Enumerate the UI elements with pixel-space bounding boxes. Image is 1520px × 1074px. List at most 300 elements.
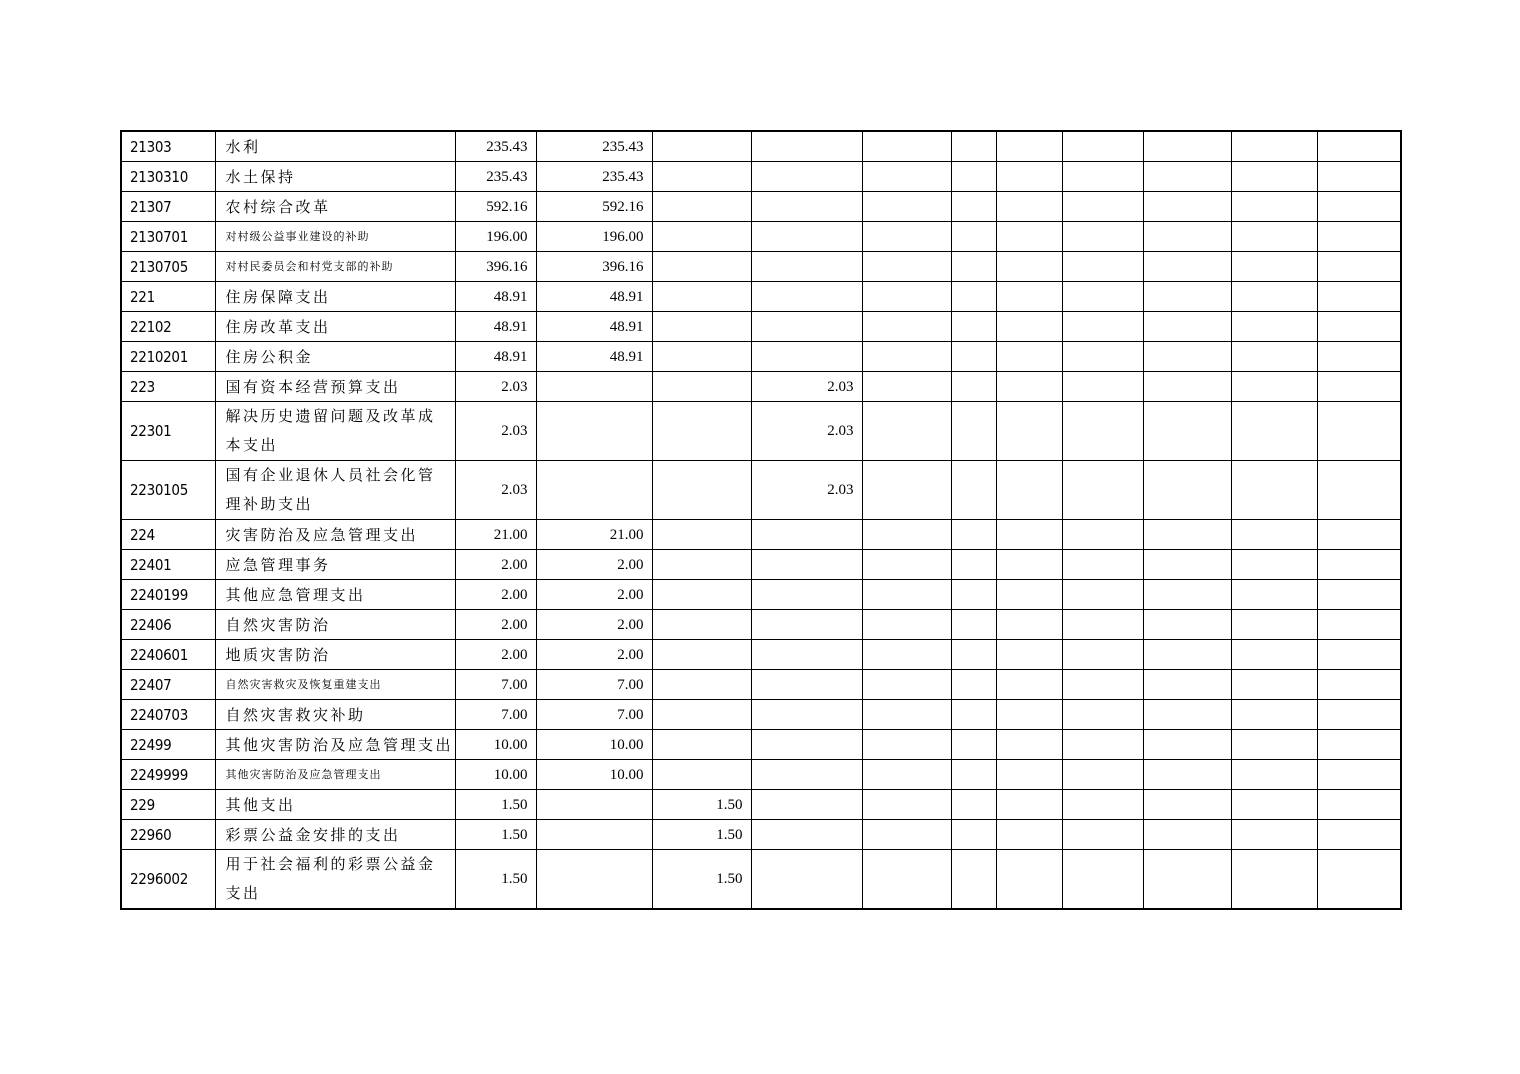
- table-row: [121, 222, 1401, 252]
- amount-cell-c1: 592.16: [455, 192, 536, 222]
- amount-cell-c2: [536, 790, 652, 820]
- amount-cell-c1: 10.00: [455, 760, 536, 790]
- subject-name-cell: 水土保持: [215, 162, 455, 192]
- empty-cell: [1062, 222, 1143, 252]
- amount-cell-c2: 7.00: [536, 700, 652, 730]
- empty-cell: [1062, 550, 1143, 580]
- empty-cell: [1143, 790, 1231, 820]
- empty-cell: [1231, 550, 1317, 580]
- amount-cell-c3: [652, 192, 751, 222]
- empty-cell: [862, 372, 951, 402]
- empty-cell: [996, 312, 1062, 342]
- amount-cell-c3: [652, 402, 751, 461]
- amount-cell-c4: [751, 670, 862, 700]
- empty-cell: [1062, 670, 1143, 700]
- empty-cell: [1317, 550, 1401, 580]
- amount-cell-c4: [751, 730, 862, 760]
- subject-code-cell: 2240601: [121, 640, 215, 670]
- empty-cell: [862, 610, 951, 640]
- subject-name-cell: 其他支出: [215, 790, 455, 820]
- empty-cell: [862, 760, 951, 790]
- empty-cell: [951, 192, 996, 222]
- amount-cell-c1: 235.43: [455, 131, 536, 162]
- table-row: [121, 700, 1401, 730]
- amount-cell-c3: [652, 580, 751, 610]
- empty-cell: [1317, 610, 1401, 640]
- empty-cell: [1231, 790, 1317, 820]
- amount-cell-c2: [536, 820, 652, 850]
- amount-cell-c1: 2.03: [455, 372, 536, 402]
- empty-cell: [1317, 461, 1401, 520]
- subject-name-cell: 国有企业退休人员社会化管理补助支出: [215, 461, 455, 520]
- subject-name-cell: 应急管理事务: [215, 550, 455, 580]
- empty-cell: [862, 162, 951, 192]
- amount-cell-c1: 7.00: [455, 700, 536, 730]
- empty-cell: [1231, 700, 1317, 730]
- empty-cell: [1143, 402, 1231, 461]
- amount-cell-c3: 1.50: [652, 790, 751, 820]
- empty-cell: [1317, 372, 1401, 402]
- empty-cell: [1143, 850, 1231, 910]
- empty-cell: [951, 402, 996, 461]
- empty-cell: [862, 282, 951, 312]
- amount-cell-c3: [652, 610, 751, 640]
- empty-cell: [1143, 640, 1231, 670]
- amount-cell-c3: [652, 640, 751, 670]
- table-row: [121, 760, 1401, 790]
- empty-cell: [1143, 760, 1231, 790]
- empty-cell: [1062, 700, 1143, 730]
- empty-cell: [1231, 670, 1317, 700]
- amount-cell-c4: [751, 760, 862, 790]
- empty-cell: [996, 790, 1062, 820]
- table-row: [121, 282, 1401, 312]
- empty-cell: [951, 162, 996, 192]
- empty-cell: [996, 640, 1062, 670]
- amount-cell-c4: 2.03: [751, 402, 862, 461]
- empty-cell: [862, 700, 951, 730]
- empty-cell: [862, 312, 951, 342]
- empty-cell: [1231, 760, 1317, 790]
- amount-cell-c2: [536, 402, 652, 461]
- empty-cell: [951, 760, 996, 790]
- amount-cell-c3: [652, 550, 751, 580]
- empty-cell: [862, 640, 951, 670]
- empty-cell: [996, 760, 1062, 790]
- amount-cell-c1: 2.00: [455, 640, 536, 670]
- table-body: [121, 131, 1401, 909]
- empty-cell: [1062, 790, 1143, 820]
- empty-cell: [1062, 820, 1143, 850]
- amount-cell-c3: [652, 252, 751, 282]
- empty-cell: [996, 282, 1062, 312]
- amount-cell-c1: 1.50: [455, 850, 536, 910]
- amount-cell-c3: [652, 730, 751, 760]
- empty-cell: [1317, 520, 1401, 550]
- empty-cell: [1317, 131, 1401, 162]
- empty-cell: [1062, 192, 1143, 222]
- empty-cell: [1317, 850, 1401, 910]
- empty-cell: [1143, 610, 1231, 640]
- amount-cell-c3: [652, 700, 751, 730]
- empty-cell: [1143, 550, 1231, 580]
- empty-cell: [1143, 461, 1231, 520]
- subject-code-cell: 223: [121, 372, 215, 402]
- empty-cell: [996, 550, 1062, 580]
- empty-cell: [1062, 850, 1143, 910]
- table-row: [121, 312, 1401, 342]
- amount-cell-c4: [751, 282, 862, 312]
- amount-cell-c2: [536, 850, 652, 910]
- empty-cell: [996, 820, 1062, 850]
- empty-cell: [1062, 520, 1143, 550]
- empty-cell: [951, 222, 996, 252]
- empty-cell: [1143, 730, 1231, 760]
- amount-cell-c4: [751, 700, 862, 730]
- empty-cell: [1062, 312, 1143, 342]
- empty-cell: [862, 402, 951, 461]
- amount-cell-c2: 2.00: [536, 550, 652, 580]
- table-row: [121, 520, 1401, 550]
- subject-code-cell: 22401: [121, 550, 215, 580]
- amount-cell-c1: 196.00: [455, 222, 536, 252]
- subject-name-cell: 其他灾害防治及应急管理支出: [215, 760, 455, 790]
- subject-code-cell: 2240199: [121, 580, 215, 610]
- amount-cell-c4: [751, 790, 862, 820]
- subject-code-cell: 2130701: [121, 222, 215, 252]
- amount-cell-c4: [751, 640, 862, 670]
- empty-cell: [996, 850, 1062, 910]
- empty-cell: [1062, 640, 1143, 670]
- empty-cell: [862, 730, 951, 760]
- subject-code-cell: 2130310: [121, 162, 215, 192]
- empty-cell: [862, 252, 951, 282]
- subject-name-cell: 灾害防治及应急管理支出: [215, 520, 455, 550]
- budget-expenditure-table: [120, 130, 1402, 910]
- empty-cell: [1317, 670, 1401, 700]
- empty-cell: [1143, 580, 1231, 610]
- empty-cell: [951, 670, 996, 700]
- empty-cell: [951, 550, 996, 580]
- empty-cell: [951, 850, 996, 910]
- amount-cell-c1: 2.00: [455, 610, 536, 640]
- amount-cell-c4: [751, 192, 862, 222]
- amount-cell-c2: 196.00: [536, 222, 652, 252]
- amount-cell-c4: [751, 252, 862, 282]
- amount-cell-c4: [751, 162, 862, 192]
- empty-cell: [951, 520, 996, 550]
- empty-cell: [1143, 372, 1231, 402]
- amount-cell-c4: [751, 580, 862, 610]
- empty-cell: [951, 790, 996, 820]
- empty-cell: [1143, 192, 1231, 222]
- empty-cell: [1317, 342, 1401, 372]
- empty-cell: [951, 640, 996, 670]
- subject-code-cell: 22499: [121, 730, 215, 760]
- amount-cell-c3: [652, 282, 751, 312]
- subject-code-cell: 2230105: [121, 461, 215, 520]
- empty-cell: [1317, 580, 1401, 610]
- empty-cell: [1062, 282, 1143, 312]
- empty-cell: [1062, 131, 1143, 162]
- amount-cell-c1: 10.00: [455, 730, 536, 760]
- empty-cell: [996, 670, 1062, 700]
- empty-cell: [1143, 131, 1231, 162]
- table-row: [121, 131, 1401, 162]
- amount-cell-c1: 48.91: [455, 312, 536, 342]
- amount-cell-c2: 10.00: [536, 730, 652, 760]
- empty-cell: [1062, 580, 1143, 610]
- empty-cell: [1231, 282, 1317, 312]
- empty-cell: [1062, 760, 1143, 790]
- empty-cell: [862, 192, 951, 222]
- empty-cell: [1231, 192, 1317, 222]
- empty-cell: [1062, 730, 1143, 760]
- subject-code-cell: 2249999: [121, 760, 215, 790]
- amount-cell-c1: 48.91: [455, 282, 536, 312]
- amount-cell-c1: 1.50: [455, 820, 536, 850]
- empty-cell: [996, 402, 1062, 461]
- amount-cell-c3: [652, 312, 751, 342]
- subject-code-cell: 22102: [121, 312, 215, 342]
- empty-cell: [1317, 252, 1401, 282]
- subject-name-cell: 国有资本经营预算支出: [215, 372, 455, 402]
- amount-cell-c3: [652, 372, 751, 402]
- amount-cell-c1: 2.00: [455, 580, 536, 610]
- empty-cell: [1317, 640, 1401, 670]
- empty-cell: [1062, 372, 1143, 402]
- amount-cell-c2: [536, 372, 652, 402]
- subject-code-cell: 2130705: [121, 252, 215, 282]
- empty-cell: [1143, 312, 1231, 342]
- empty-cell: [1317, 162, 1401, 192]
- empty-cell: [862, 342, 951, 372]
- amount-cell-c1: 2.03: [455, 402, 536, 461]
- subject-name-cell: 对村民委员会和村党支部的补助: [215, 252, 455, 282]
- table-row: [121, 820, 1401, 850]
- empty-cell: [951, 580, 996, 610]
- amount-cell-c2: 48.91: [536, 342, 652, 372]
- table-row: [121, 730, 1401, 760]
- empty-cell: [862, 580, 951, 610]
- empty-cell: [1231, 222, 1317, 252]
- table-row: [121, 550, 1401, 580]
- empty-cell: [996, 162, 1062, 192]
- amount-cell-c4: 2.03: [751, 372, 862, 402]
- amount-cell-c3: [652, 670, 751, 700]
- empty-cell: [951, 342, 996, 372]
- amount-cell-c4: [751, 131, 862, 162]
- empty-cell: [1317, 790, 1401, 820]
- empty-cell: [862, 670, 951, 700]
- table-row: [121, 372, 1401, 402]
- amount-cell-c2: 2.00: [536, 640, 652, 670]
- empty-cell: [1317, 192, 1401, 222]
- empty-cell: [996, 222, 1062, 252]
- empty-cell: [1317, 312, 1401, 342]
- empty-cell: [1317, 760, 1401, 790]
- empty-cell: [1062, 402, 1143, 461]
- subject-code-cell: 21307: [121, 192, 215, 222]
- empty-cell: [862, 850, 951, 910]
- amount-cell-c2: 235.43: [536, 162, 652, 192]
- amount-cell-c4: [751, 342, 862, 372]
- subject-code-cell: 2296002: [121, 850, 215, 910]
- amount-cell-c1: 48.91: [455, 342, 536, 372]
- amount-cell-c3: [652, 222, 751, 252]
- subject-name-cell: 彩票公益金安排的支出: [215, 820, 455, 850]
- amount-cell-c2: 7.00: [536, 670, 652, 700]
- table-row: [121, 342, 1401, 372]
- amount-cell-c2: 48.91: [536, 282, 652, 312]
- empty-cell: [862, 790, 951, 820]
- table-row: [121, 580, 1401, 610]
- empty-cell: [951, 820, 996, 850]
- amount-cell-c4: [751, 820, 862, 850]
- empty-cell: [1231, 402, 1317, 461]
- amount-cell-c4: [751, 312, 862, 342]
- empty-cell: [951, 282, 996, 312]
- amount-cell-c4: [751, 550, 862, 580]
- empty-cell: [862, 550, 951, 580]
- subject-code-cell: 221: [121, 282, 215, 312]
- empty-cell: [862, 222, 951, 252]
- subject-code-cell: 22960: [121, 820, 215, 850]
- amount-cell-c2: 21.00: [536, 520, 652, 550]
- empty-cell: [951, 372, 996, 402]
- amount-cell-c3: [652, 461, 751, 520]
- empty-cell: [996, 342, 1062, 372]
- amount-cell-c4: [751, 520, 862, 550]
- empty-cell: [1143, 282, 1231, 312]
- empty-cell: [862, 461, 951, 520]
- empty-cell: [1062, 162, 1143, 192]
- subject-code-cell: 22407: [121, 670, 215, 700]
- amount-cell-c4: [751, 850, 862, 910]
- empty-cell: [951, 700, 996, 730]
- empty-cell: [1143, 700, 1231, 730]
- amount-cell-c2: 235.43: [536, 131, 652, 162]
- subject-name-cell: 自然灾害救灾及恢复重建支出: [215, 670, 455, 700]
- amount-cell-c3: [652, 342, 751, 372]
- empty-cell: [1317, 700, 1401, 730]
- amount-cell-c3: 1.50: [652, 820, 751, 850]
- subject-name-cell: 水利: [215, 131, 455, 162]
- empty-cell: [996, 730, 1062, 760]
- empty-cell: [1231, 850, 1317, 910]
- empty-cell: [1062, 610, 1143, 640]
- table-row: [121, 640, 1401, 670]
- table-row: [121, 192, 1401, 222]
- empty-cell: [996, 580, 1062, 610]
- amount-cell-c3: [652, 131, 751, 162]
- amount-cell-c2: 592.16: [536, 192, 652, 222]
- empty-cell: [951, 610, 996, 640]
- empty-cell: [1317, 402, 1401, 461]
- subject-code-cell: 22301: [121, 402, 215, 461]
- table-row: [121, 790, 1401, 820]
- amount-cell-c4: [751, 610, 862, 640]
- amount-cell-c1: 2.00: [455, 550, 536, 580]
- empty-cell: [1317, 820, 1401, 850]
- amount-cell-c2: [536, 461, 652, 520]
- empty-cell: [996, 192, 1062, 222]
- amount-cell-c3: [652, 520, 751, 550]
- empty-cell: [1143, 252, 1231, 282]
- subject-name-cell: 解决历史遗留问题及改革成本支出: [215, 402, 455, 461]
- table-row: [121, 850, 1401, 910]
- amount-cell-c1: 1.50: [455, 790, 536, 820]
- empty-cell: [951, 730, 996, 760]
- empty-cell: [1231, 730, 1317, 760]
- empty-cell: [1317, 282, 1401, 312]
- empty-cell: [1231, 580, 1317, 610]
- empty-cell: [1231, 372, 1317, 402]
- empty-cell: [1062, 461, 1143, 520]
- empty-cell: [1231, 520, 1317, 550]
- empty-cell: [862, 131, 951, 162]
- empty-cell: [1143, 520, 1231, 550]
- empty-cell: [1231, 312, 1317, 342]
- empty-cell: [1231, 252, 1317, 282]
- subject-code-cell: 2240703: [121, 700, 215, 730]
- amount-cell-c3: 1.50: [652, 850, 751, 910]
- empty-cell: [951, 461, 996, 520]
- subject-name-cell: 住房改革支出: [215, 312, 455, 342]
- empty-cell: [1317, 730, 1401, 760]
- subject-code-cell: 229: [121, 790, 215, 820]
- subject-code-cell: 224: [121, 520, 215, 550]
- amount-cell-c2: 2.00: [536, 580, 652, 610]
- empty-cell: [996, 372, 1062, 402]
- subject-name-cell: 用于社会福利的彩票公益金支出: [215, 850, 455, 910]
- subject-code-cell: 22406: [121, 610, 215, 640]
- empty-cell: [1062, 252, 1143, 282]
- subject-code-cell: 21303: [121, 131, 215, 162]
- table-row: [121, 402, 1401, 461]
- empty-cell: [862, 520, 951, 550]
- empty-cell: [996, 700, 1062, 730]
- table-row: [121, 670, 1401, 700]
- empty-cell: [1231, 820, 1317, 850]
- empty-cell: [1231, 640, 1317, 670]
- subject-name-cell: 对村级公益事业建设的补助: [215, 222, 455, 252]
- empty-cell: [1143, 670, 1231, 700]
- subject-name-cell: 农村综合改革: [215, 192, 455, 222]
- empty-cell: [951, 252, 996, 282]
- subject-name-cell: 自然灾害救灾补助: [215, 700, 455, 730]
- empty-cell: [996, 252, 1062, 282]
- empty-cell: [996, 520, 1062, 550]
- empty-cell: [1143, 342, 1231, 372]
- empty-cell: [1231, 461, 1317, 520]
- amount-cell-c1: 2.03: [455, 461, 536, 520]
- empty-cell: [1062, 342, 1143, 372]
- table-row: [121, 162, 1401, 192]
- subject-code-cell: 2210201: [121, 342, 215, 372]
- table-row: [121, 252, 1401, 282]
- empty-cell: [951, 312, 996, 342]
- empty-cell: [1143, 162, 1231, 192]
- empty-cell: [1231, 610, 1317, 640]
- subject-name-cell: 住房公积金: [215, 342, 455, 372]
- subject-name-cell: 住房保障支出: [215, 282, 455, 312]
- subject-name-cell: 地质灾害防治: [215, 640, 455, 670]
- empty-cell: [1143, 820, 1231, 850]
- amount-cell-c2: 10.00: [536, 760, 652, 790]
- amount-cell-c2: 2.00: [536, 610, 652, 640]
- empty-cell: [1231, 131, 1317, 162]
